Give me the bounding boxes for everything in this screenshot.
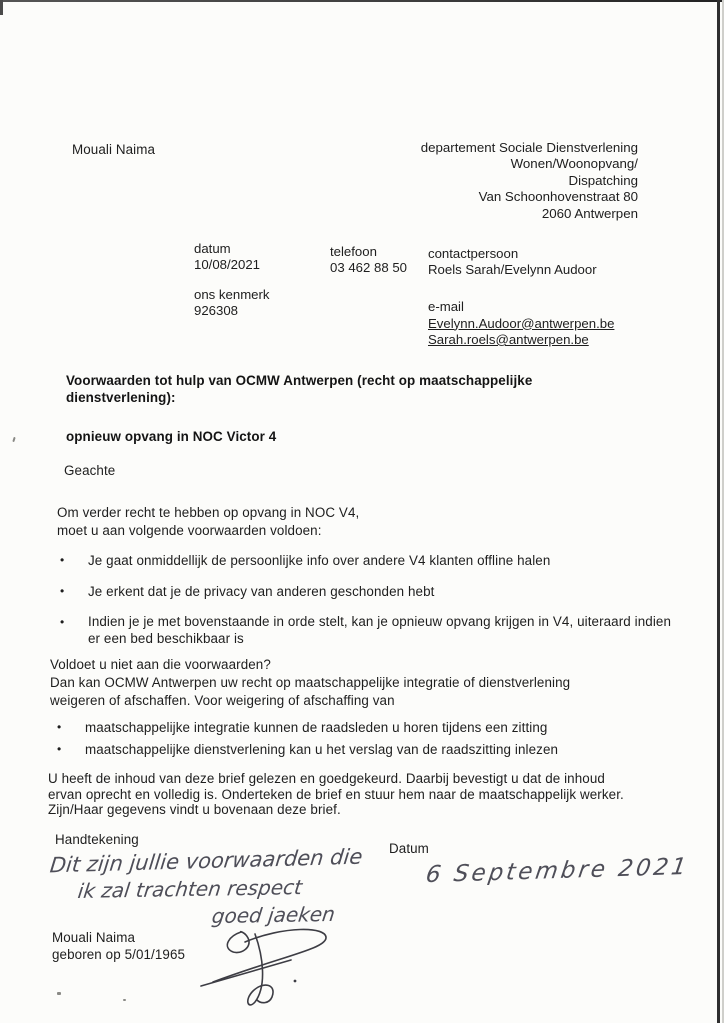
- refusal-line-3: weigeren of afschaffen. Voor weigering of afschaffing van: [50, 693, 395, 708]
- scan-speck: [57, 992, 61, 995]
- condition-item: [60, 614, 678, 647]
- procedure-text: maatschappelijke dienstverlening kan u het verslag van de raadszitting inlezen: [85, 742, 559, 757]
- address-line: departement Sociale Dienstverlening: [420, 140, 638, 155]
- handwritten-note-line-2: ik zal trachten respect: [76, 875, 304, 903]
- email-address-1: Evelynn.Audoor@antwerpen.be: [428, 315, 615, 331]
- procedure-item: [57, 719, 687, 736]
- procedure-text: maatschappelijke integratie kunnen de raadsleden u horen tijdens een zitting: [85, 720, 548, 735]
- bullet-icon: [60, 614, 88, 647]
- address-line: Van Schoonhovenstraat 80: [478, 189, 638, 205]
- footer-name: Mouali Naima: [52, 930, 136, 945]
- kenmerk-label: ons kenmerk: [194, 287, 270, 302]
- refusal-line-2: Dan kan OCMW Antwerpen uw recht op maatschappelijke integratie of dienstverlening: [50, 675, 571, 690]
- address-line: Dispatching: [568, 172, 638, 188]
- meta-contactpersoon: [428, 246, 597, 278]
- condition-text: Je erkent dat je de privacy van anderen geschonden hebt: [88, 584, 435, 599]
- refusal-paragraph: [50, 656, 570, 710]
- email-label: e-mail: [428, 299, 464, 314]
- handwritten-note-line-1: Dit zijn jullie voorwaarden die: [48, 844, 364, 878]
- kenmerk-value: 926308: [194, 303, 239, 318]
- meta-datum: [194, 241, 260, 273]
- contactpersoon-label: contactpersoon: [428, 246, 519, 261]
- intro-line-2: moet u aan volgende voorwaarden voldoen:: [57, 522, 322, 538]
- email-address-2: Sarah.roels@antwerpen.be: [428, 332, 589, 347]
- footer-birthdate: geboren op 5/01/1965: [52, 947, 186, 962]
- subject-heading: [66, 372, 532, 406]
- meta-telefoon: [330, 244, 407, 276]
- telefoon-label: telefoon: [330, 244, 377, 259]
- closing-paragraph: [48, 771, 624, 818]
- intro-line-1: Om verder recht te hebben op opvang in NOC V4,: [57, 505, 360, 520]
- handtekening-label: Handtekening: [55, 832, 139, 847]
- closing-line-3: Zijn/Haar gegevens vindt u bovenaan deze brief.: [48, 802, 341, 818]
- scan-speck: [123, 999, 126, 1001]
- scan-edge-top: [0, 0, 724, 2]
- subject-line-1: Voorwaarden tot hulp van OCMW Antwerpen (recht op maatschappelijke: [66, 373, 533, 388]
- address-line: Wonen/Woonopvang/: [510, 156, 638, 172]
- closing-line-2: ervan oprecht en volledig is. Onderteken de brief en stuur hem naar de maatschappelijk werker.: [48, 786, 624, 802]
- bullet-icon: [57, 719, 85, 736]
- handwritten-note-line-3: goed jaeken: [210, 901, 337, 929]
- datum-signature-label: Datum: [389, 841, 429, 856]
- meta-kenmerk: [194, 287, 270, 319]
- sender-name: Mouali Naima: [72, 142, 156, 157]
- department-address: [421, 140, 638, 222]
- subject-line-2: dienstverlening):: [66, 390, 176, 405]
- condition-text: Je gaat onmiddellijk de persoonlijke info over andere V4 klanten offline halen: [88, 553, 551, 568]
- scan-speck: [12, 437, 15, 442]
- subject-subline: opnieuw opvang in NOC Victor 4: [66, 429, 277, 444]
- condition-item: [60, 552, 680, 569]
- scan-corner-top-left: [0, 0, 3, 15]
- meta-email: [428, 299, 614, 349]
- condition-text: Indien je je met bovenstaande in orde stelt, kan je opnieuw opvang krijgen in V4, uiteraard indien er een bed beschikbaar is: [88, 614, 671, 646]
- intro-paragraph: [57, 504, 359, 539]
- closing-line-1: U heeft de inhoud van deze brief gelezen en goedgekeurd. Daarbij bevestigt u dat de inhoud: [48, 771, 605, 786]
- bullet-icon: [60, 552, 88, 569]
- handwritten-date: 6 Septembre 2021: [424, 853, 691, 889]
- datum-label: datum: [194, 241, 231, 256]
- salutation: Geachte: [64, 463, 116, 478]
- datum-value: 10/08/2021: [194, 257, 261, 272]
- address-line: 2060 Antwerpen: [541, 205, 638, 221]
- bullet-icon: [57, 741, 85, 758]
- procedure-item: [57, 741, 687, 758]
- signature-scribble: [195, 918, 335, 1018]
- scan-edge-right: [717, 0, 720, 1023]
- refusal-line-1: Voldoet u niet aan die voorwaarden?: [50, 657, 271, 672]
- bullet-icon: [60, 583, 88, 600]
- condition-item: [60, 583, 680, 600]
- contactpersoon-value: Roels Sarah/Evelynn Audoor: [428, 262, 597, 277]
- telefoon-value: 03 462 88 50: [330, 260, 408, 275]
